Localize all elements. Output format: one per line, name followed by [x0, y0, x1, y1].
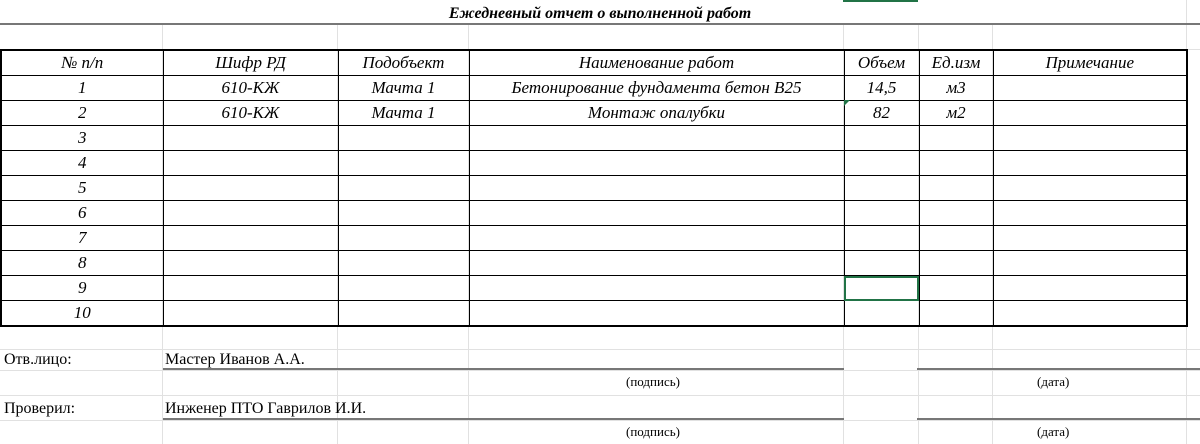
cell-subobject[interactable]	[338, 201, 469, 226]
cell-num[interactable]: 7	[1, 226, 163, 251]
cell-unit[interactable]	[919, 226, 993, 251]
cell-work-name[interactable]	[469, 151, 844, 176]
cell-num[interactable]: 1	[1, 76, 163, 101]
cell-code[interactable]	[163, 201, 338, 226]
cell-work-name[interactable]: Бетонирование фундамента бетон В25	[469, 76, 844, 101]
cell-unit[interactable]	[919, 151, 993, 176]
header-volume[interactable]: Объем	[844, 50, 919, 76]
cell-code[interactable]	[163, 251, 338, 276]
date-caption: (дата)	[1037, 424, 1070, 439]
signature-caption: (подпись)	[626, 374, 680, 389]
cell-num[interactable]: 2	[1, 101, 163, 126]
cell-volume[interactable]: 82	[844, 101, 919, 126]
table-row	[1, 126, 1187, 151]
cell-work-name[interactable]	[469, 176, 844, 201]
cell-num[interactable]: 8	[1, 251, 163, 276]
cell-work-name[interactable]	[469, 201, 844, 226]
cell-work-name[interactable]	[469, 226, 844, 251]
cell-work-name[interactable]	[469, 251, 844, 276]
cell-code[interactable]	[163, 276, 338, 301]
cell-volume[interactable]	[844, 226, 919, 251]
cell-volume[interactable]	[844, 251, 919, 276]
cell-volume[interactable]	[844, 126, 919, 151]
cell-subobject[interactable]	[338, 126, 469, 151]
cell-note[interactable]	[993, 126, 1187, 151]
cell-subobject[interactable]	[338, 226, 469, 251]
table-row	[1, 301, 1187, 327]
cell-num[interactable]: 4	[1, 151, 163, 176]
cell-code[interactable]: 610-КЖ	[163, 76, 338, 101]
cell-note[interactable]	[993, 276, 1187, 301]
cell-note[interactable]	[993, 201, 1187, 226]
cell-subobject[interactable]	[338, 301, 469, 327]
cell-code[interactable]	[163, 301, 338, 327]
cell-note[interactable]	[993, 76, 1187, 101]
cell-note[interactable]	[993, 226, 1187, 251]
cell-code[interactable]: 610-КЖ	[163, 101, 338, 126]
header-code[interactable]: Шифр РД	[163, 50, 338, 76]
comment-indicator-icon	[844, 100, 850, 106]
cell-subobject[interactable]: Мачта 1	[338, 76, 469, 101]
cell-unit[interactable]	[919, 126, 993, 151]
cell-unit[interactable]	[919, 276, 993, 301]
table-row	[1, 101, 1187, 126]
signature-caption: (подпись)	[626, 424, 680, 439]
table-row	[1, 151, 1187, 176]
cell-note[interactable]	[993, 101, 1187, 126]
cell-subobject[interactable]: Мачта 1	[338, 101, 469, 126]
table-row	[1, 226, 1187, 251]
table-row	[1, 276, 1187, 301]
header-unit[interactable]: Ед.изм	[919, 50, 993, 76]
cell-work-name[interactable]	[469, 126, 844, 151]
cell-work-name[interactable]	[469, 301, 844, 327]
responsible-name[interactable]: Мастер Иванов А.А.	[165, 351, 305, 368]
cell-num[interactable]: 6	[1, 201, 163, 226]
cell-note[interactable]	[993, 151, 1187, 176]
cell-code[interactable]	[163, 226, 338, 251]
cell-volume[interactable]	[844, 201, 919, 226]
header-work-name[interactable]: Наименование работ	[469, 50, 844, 76]
cell-num[interactable]: 9	[1, 276, 163, 301]
cell-subobject[interactable]	[338, 176, 469, 201]
cell-work-name[interactable]: Монтаж опалубки	[469, 101, 844, 126]
cell-code[interactable]	[163, 126, 338, 151]
table-row	[1, 176, 1187, 201]
cell-unit[interactable]: м3	[919, 76, 993, 101]
header-note[interactable]: Примечание	[993, 50, 1187, 76]
cell-subobject[interactable]	[338, 276, 469, 301]
cell-unit[interactable]	[919, 201, 993, 226]
table-row	[1, 76, 1187, 101]
cell-num[interactable]: 10	[1, 301, 163, 327]
cell-note[interactable]	[993, 301, 1187, 327]
cell-volume[interactable]	[844, 151, 919, 176]
cell-note[interactable]	[993, 176, 1187, 201]
cell-num[interactable]: 3	[1, 126, 163, 151]
cell-unit[interactable]: м2	[919, 101, 993, 126]
cell-code[interactable]	[163, 151, 338, 176]
cell-volume[interactable]	[844, 276, 919, 301]
cell-code[interactable]	[163, 176, 338, 201]
header-subobject[interactable]: Подобъект	[338, 50, 469, 76]
cell-subobject[interactable]	[338, 151, 469, 176]
cell-note[interactable]	[993, 251, 1187, 276]
cell-volume[interactable]: 14,5	[844, 76, 919, 101]
header-row	[1, 50, 1187, 76]
work-report-table	[0, 49, 1188, 327]
responsible-label: Отв.лицо:	[4, 351, 72, 368]
cell-volume[interactable]	[844, 176, 919, 201]
table-row	[1, 201, 1187, 226]
cell-unit[interactable]	[919, 251, 993, 276]
cell-unit[interactable]	[919, 301, 993, 327]
cell-work-name[interactable]	[469, 276, 844, 301]
header-num[interactable]: № п/п	[1, 50, 163, 76]
checked-by-name[interactable]: Инженер ПТО Гаврилов И.И.	[165, 400, 367, 417]
cell-unit[interactable]	[919, 176, 993, 201]
table-row	[1, 251, 1187, 276]
cell-subobject[interactable]	[338, 251, 469, 276]
date-caption: (дата)	[1037, 374, 1070, 389]
cell-num[interactable]: 5	[1, 176, 163, 201]
checked-by-label: Проверил:	[4, 400, 76, 417]
report-title: Ежедневный отчет о выполненной работ	[0, 0, 1200, 25]
cell-volume[interactable]	[844, 301, 919, 327]
